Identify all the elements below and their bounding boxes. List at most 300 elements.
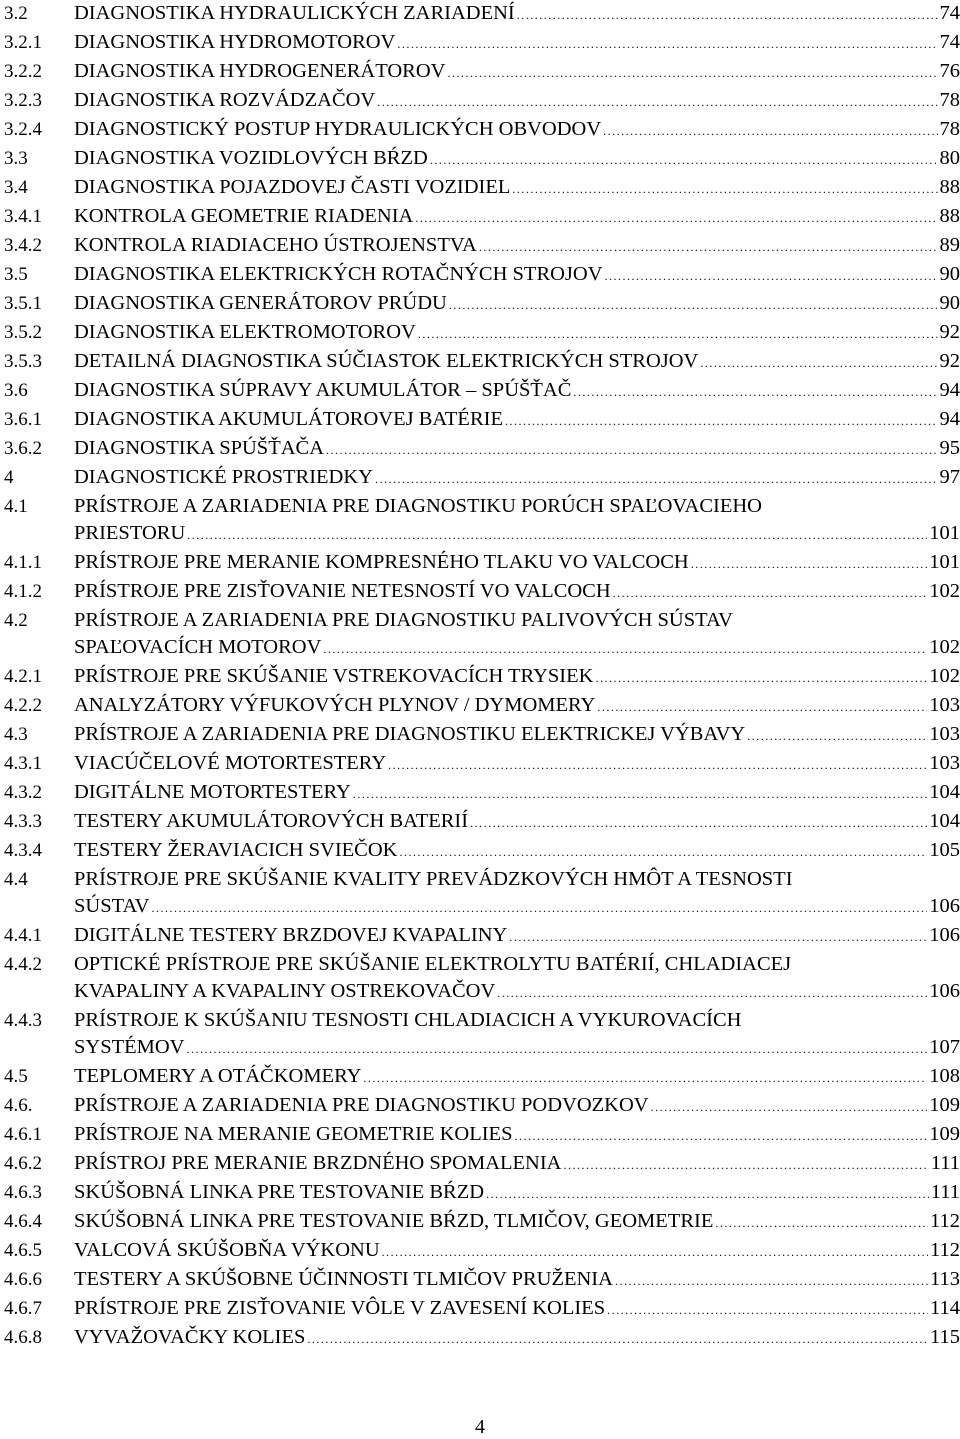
toc-entry-number: 4.1.1	[4, 549, 74, 576]
toc-entry	[4, 1324, 960, 1353]
toc-entry-body	[74, 261, 960, 290]
toc-entry	[4, 779, 960, 808]
toc-entry-page: 90	[938, 261, 960, 288]
toc-entry-body	[74, 721, 960, 750]
toc-entry-page: 103	[927, 692, 960, 719]
toc-entry	[4, 377, 960, 406]
toc-entry-number: 4	[4, 464, 74, 491]
toc-entry-line	[74, 435, 960, 464]
toc-entry-title: PRÍSTROJE A ZARIADENIA PRE DIAGNOSTIKU ELEKTRICKEJ VÝBAVY	[74, 721, 745, 748]
toc-entry-line	[74, 922, 960, 951]
toc-dot-leader	[495, 980, 927, 1007]
toc-entry	[4, 607, 960, 663]
toc-entry-title: PRÍSTROJE NA MERANIE GEOMETRIE KOLIES	[74, 1121, 512, 1148]
toc-entry-page: 74	[938, 0, 960, 27]
toc-entry-page: 102	[927, 663, 960, 690]
toc-entry-line	[74, 232, 960, 261]
toc-entry-body	[74, 1295, 960, 1324]
toc-entry-line	[74, 692, 960, 721]
toc-entry-title: DIAGNOSTIKA ROZVÁDZAČOV	[74, 87, 375, 114]
toc-entry-title: SPAĽOVACÍCH MOTOROV	[74, 634, 321, 661]
toc-entry-line	[74, 1121, 960, 1150]
toc-entry-number: 3.5.3	[4, 348, 74, 375]
toc-entry-number: 4.6.4	[4, 1208, 74, 1235]
toc-entry	[4, 721, 960, 750]
toc-entry-title: KONTROLA RIADIACEHO ÚSTROJENSTVA	[74, 232, 477, 259]
toc-entry	[4, 493, 960, 549]
toc-dot-leader	[649, 1094, 928, 1121]
toc-entry	[4, 1007, 960, 1063]
toc-entry-page: 106	[927, 893, 960, 920]
toc-entry	[4, 290, 960, 319]
toc-entry-title: ANALYZÁTORY VÝFUKOVÝCH PLYNOV / DYMOMERY	[74, 692, 595, 719]
toc-entry-title: PRÍSTROJE A ZARIADENIA PRE DIAGNOSTIKU PODVOZKOV	[74, 1092, 649, 1119]
toc-entry-page: 114	[928, 1295, 960, 1322]
toc-entry-line	[74, 406, 960, 435]
toc-entry-body	[74, 377, 960, 406]
toc-entry-page: 103	[927, 750, 960, 777]
toc-entry-line	[74, 578, 960, 607]
toc-entry	[4, 692, 960, 721]
toc-entry-body	[74, 29, 960, 58]
toc-entry-number: 3.2	[4, 0, 74, 27]
toc-entry-number: 4.3.4	[4, 837, 74, 864]
toc-entry-page: 106	[927, 922, 960, 949]
toc-entry-number: 3.2.2	[4, 58, 74, 85]
toc-entry	[4, 1295, 960, 1324]
toc-entry-body	[74, 203, 960, 232]
toc-entry-page: 92	[938, 319, 960, 346]
toc-entry-body	[74, 837, 960, 866]
toc-entry-title: VIACÚČELOVÉ MOTORTESTERY	[74, 750, 386, 777]
toc-entry-body	[74, 348, 960, 377]
toc-entry-title: TESTERY ŽERAVIACICH SVIEČOK	[74, 837, 397, 864]
toc-dot-leader	[698, 350, 937, 377]
toc-entry	[4, 866, 960, 922]
toc-entry-body	[74, 290, 960, 319]
toc-entry-title-first-line: PRÍSTROJE K SKÚŠANIU TESNOSTI CHLADIACICH A VYKUROVACÍCH	[74, 1007, 960, 1034]
toc-entry-body	[74, 578, 960, 607]
toc-entry-title: DIAGNOSTIKA ELEKTROMOTOROV	[74, 319, 416, 346]
toc-entry-body	[74, 866, 960, 922]
toc-entry	[4, 348, 960, 377]
toc-entry-body	[74, 1063, 960, 1092]
toc-dot-leader	[416, 321, 938, 348]
toc-entry-page: 92	[938, 348, 960, 375]
toc-entry	[4, 1121, 960, 1150]
toc-entry-body	[74, 1007, 960, 1063]
toc-entry-page: 74	[938, 29, 960, 56]
toc-entry-page: 78	[938, 116, 960, 143]
toc-entry-number: 4.3	[4, 721, 74, 748]
toc-entry-number: 3.6.1	[4, 406, 74, 433]
toc-entry-page: 112	[928, 1237, 960, 1264]
toc-dot-leader	[503, 408, 938, 435]
toc-entry-body	[74, 87, 960, 116]
toc-entry-page: 111	[929, 1150, 960, 1177]
toc-entry-number: 4.3.1	[4, 750, 74, 777]
toc-entry-page: 90	[938, 290, 960, 317]
toc-dot-leader	[397, 839, 927, 866]
toc-entry-page: 111	[929, 1179, 960, 1206]
toc-entry-body	[74, 750, 960, 779]
toc-entry-title: DIAGNOSTIKA ELEKTRICKÝCH ROTAČNÝCH STROJOV	[74, 261, 603, 288]
toc-entry-line	[74, 116, 960, 145]
toc-entry-title: DIAGNOSTIKA POJAZDOVEJ ČASTI VOZIDIEL	[74, 174, 510, 201]
toc-entry-body	[74, 1324, 960, 1353]
toc-entry-body	[74, 1208, 960, 1237]
toc-entry-body	[74, 779, 960, 808]
toc-dot-leader	[689, 551, 928, 578]
toc-entry-line	[74, 58, 960, 87]
toc-dot-leader	[613, 1268, 928, 1295]
toc-entry-body	[74, 406, 960, 435]
toc-entry	[4, 1150, 960, 1179]
toc-entry-body	[74, 58, 960, 87]
toc-dot-leader	[445, 60, 937, 87]
toc-dot-leader	[351, 781, 927, 808]
toc-entry-title: DIGITÁLNE TESTERY BRZDOVEJ KVAPALINY	[74, 922, 507, 949]
toc-entry-number: 3.6	[4, 377, 74, 404]
toc-entry	[4, 232, 960, 261]
toc-entry-page: 88	[938, 174, 960, 201]
toc-entry-page: 107	[927, 1034, 960, 1061]
toc-entry	[4, 922, 960, 951]
toc-dot-leader	[603, 263, 938, 290]
toc-entry-page: 109	[927, 1092, 960, 1119]
toc-entry-number: 4.2.1	[4, 663, 74, 690]
toc-entry-line	[74, 377, 960, 406]
page-number: 4	[0, 1416, 960, 1439]
toc-entry-page: 94	[938, 377, 960, 404]
toc-entry-number: 4.6.2	[4, 1150, 74, 1177]
toc-entry-line	[74, 520, 960, 549]
toc-entry-title: VYVAŽOVAČKY KOLIES	[74, 1324, 305, 1351]
toc-entry	[4, 549, 960, 578]
toc-entry	[4, 750, 960, 779]
toc-entry-number: 4.6.3	[4, 1179, 74, 1206]
toc-entry	[4, 1092, 960, 1121]
toc-dot-leader	[562, 1152, 929, 1179]
toc-entry-line	[74, 1266, 960, 1295]
toc-entry-page: 102	[927, 634, 960, 661]
toc-entry-title: PRÍSTROJE PRE ZISŤOVANIE VÔLE V ZAVESENÍ KOLIES	[74, 1295, 605, 1322]
toc-entry-number: 4.4.1	[4, 922, 74, 949]
toc-entry-page: 101	[927, 520, 960, 547]
toc-dot-leader	[571, 379, 937, 406]
toc-entry-page: 95	[938, 435, 960, 462]
toc-entry-line	[74, 634, 960, 663]
toc-entry-body	[74, 549, 960, 578]
toc-entry-number: 3.3	[4, 145, 74, 172]
toc-entry	[4, 435, 960, 464]
toc-entry-line	[74, 779, 960, 808]
toc-entry-page: 101	[927, 549, 960, 576]
toc-dot-leader	[321, 636, 927, 663]
toc-dot-leader	[595, 694, 927, 721]
toc-entry-body	[74, 116, 960, 145]
toc-entry-page: 88	[938, 203, 960, 230]
toc-dot-leader	[185, 1036, 928, 1063]
toc-entry-title: DIAGNOSTIKA SPÚŠŤAČA	[74, 435, 324, 462]
toc-entry-body	[74, 145, 960, 174]
toc-dot-leader	[713, 1210, 928, 1237]
toc-entry-page: 112	[928, 1208, 960, 1235]
toc-entry-line	[74, 549, 960, 578]
toc-entry-title-first-line: PRÍSTROJE A ZARIADENIA PRE DIAGNOSTIKU PORÚCH SPAĽOVACIEHO	[74, 493, 960, 520]
toc-entry	[4, 578, 960, 607]
toc-entry-title: DIAGNOSTIKA GENERÁTOROV PRÚDU	[74, 290, 447, 317]
toc-entry-title: DIAGNOSTICKÉ PROSTRIEDKY	[74, 464, 373, 491]
toc-dot-leader	[428, 147, 938, 174]
toc-entry-title: KONTROLA GEOMETRIE RIADENIA	[74, 203, 413, 230]
toc-entry-body	[74, 1150, 960, 1179]
toc-entry-title-first-line: PRÍSTROJE A ZARIADENIA PRE DIAGNOSTIKU PALIVOVÝCH SÚSTAV	[74, 607, 960, 634]
toc-entry-body	[74, 319, 960, 348]
toc-entry-number: 4.6.5	[4, 1237, 74, 1264]
toc-entry-number: 4.3.2	[4, 779, 74, 806]
toc-dot-leader	[468, 810, 927, 837]
toc-entry	[4, 1063, 960, 1092]
toc-entry	[4, 174, 960, 203]
toc-entry-title: SKÚŠOBNÁ LINKA PRE TESTOVANIE BŔZD, TLMIČOV, GEOMETRIE	[74, 1208, 713, 1235]
toc-entry-line	[74, 1208, 960, 1237]
toc-entry	[4, 319, 960, 348]
toc-entry-title: DIAGNOSTIKA VOZIDLOVÝCH BŔZD	[74, 145, 428, 172]
toc-entry-body	[74, 232, 960, 261]
toc-entry-line	[74, 464, 960, 493]
toc-dot-leader	[375, 89, 937, 116]
toc-entry-page: 104	[927, 808, 960, 835]
toc-entry-title: DIAGNOSTICKÝ POSTUP HYDRAULICKÝCH OBVODOV	[74, 116, 601, 143]
toc-entry-page: 94	[938, 406, 960, 433]
toc-dot-leader	[373, 466, 938, 493]
toc-entry-body	[74, 1179, 960, 1208]
toc-entry-title: DIAGNOSTIKA SÚPRAVY AKUMULÁTOR – SPÚŠŤAČ	[74, 377, 571, 404]
toc-dot-leader	[507, 924, 927, 951]
toc-dot-leader	[515, 2, 938, 29]
toc-entry-number: 3.5	[4, 261, 74, 288]
toc-entry-title-first-line: OPTICKÉ PRÍSTROJE PRE SKÚŠANIE ELEKTROLYTU BATÉRIÍ, CHLADIACEJ	[74, 951, 960, 978]
toc-entry-number: 4.6.6	[4, 1266, 74, 1293]
toc-entry-title: KVAPALINY A KVAPALINY OSTREKOVAČOV	[74, 978, 495, 1005]
toc-dot-leader	[512, 1123, 927, 1150]
toc-entry-body	[74, 464, 960, 493]
toc-dot-leader	[361, 1065, 927, 1092]
toc-entry-line	[74, 1092, 960, 1121]
toc-entry-number: 3.2.4	[4, 116, 74, 143]
toc-entry-title: SKÚŠOBNÁ LINKA PRE TESTOVANIE BŔZD	[74, 1179, 484, 1206]
toc-entry-line	[74, 893, 960, 922]
toc-entry-line	[74, 174, 960, 203]
toc-entry	[4, 464, 960, 493]
toc-entry	[4, 1179, 960, 1208]
toc-dot-leader	[149, 895, 927, 922]
toc-dot-leader	[185, 522, 927, 549]
toc-entry-line	[74, 1179, 960, 1208]
toc-entry-line	[74, 290, 960, 319]
toc-dot-leader	[386, 752, 927, 779]
toc-entry-number: 4.2.2	[4, 692, 74, 719]
toc-entry-page: 104	[927, 779, 960, 806]
toc-entry	[4, 29, 960, 58]
toc-entry-line	[74, 750, 960, 779]
toc-entry-title: VALCOVÁ SKÚŠOBŇA VÝKONU	[74, 1237, 380, 1264]
toc-entry-title: PRÍSTROJE PRE ZISŤOVANIE NETESNOSTÍ VO VALCOCH	[74, 578, 611, 605]
toc-entry-page: 76	[938, 58, 960, 85]
toc-entry-line	[74, 0, 960, 29]
toc-entry-line	[74, 663, 960, 692]
toc-entry-title: DIAGNOSTIKA HYDROMOTOROV	[74, 29, 395, 56]
toc-entry-title: SÚSTAV	[74, 893, 149, 920]
toc-entry	[4, 145, 960, 174]
toc-entry	[4, 0, 960, 29]
toc-dot-leader	[605, 1297, 928, 1324]
toc-dot-leader	[601, 118, 937, 145]
toc-entry-number: 4.2	[4, 607, 74, 634]
toc-entry-body	[74, 607, 960, 663]
toc-entry	[4, 58, 960, 87]
toc-entry-line	[74, 145, 960, 174]
toc-entry-title-first-line: PRÍSTROJE PRE SKÚŠANIE KVALITY PREVÁDZKOVÝCH HMÔT A TESNOSTI	[74, 866, 960, 893]
toc-entry-title: PRIESTORU	[74, 520, 185, 547]
toc-entry-page: 109	[927, 1121, 960, 1148]
toc-entry-body	[74, 1092, 960, 1121]
toc-entry-line	[74, 978, 960, 1007]
toc-entry	[4, 837, 960, 866]
toc-entry-line	[74, 1324, 960, 1353]
toc-entry-page: 105	[927, 837, 960, 864]
toc-entry-page: 78	[938, 87, 960, 114]
toc-entry-page: 106	[927, 978, 960, 1005]
toc-entry-line	[74, 808, 960, 837]
toc-entry-number: 3.5.2	[4, 319, 74, 346]
toc-entry-number: 4.5	[4, 1063, 74, 1090]
toc-dot-leader	[611, 580, 928, 607]
toc-entry-title: PRÍSTROJ PRE MERANIE BRZDNÉHO SPOMALENIA	[74, 1150, 562, 1177]
toc-entry-page: 102	[927, 578, 960, 605]
toc-entry-line	[74, 837, 960, 866]
toc-entry-number: 3.2.1	[4, 29, 74, 56]
toc-entry-body	[74, 808, 960, 837]
toc-dot-leader	[745, 723, 927, 750]
toc-entry-number: 4.1.2	[4, 578, 74, 605]
toc-entry-body	[74, 174, 960, 203]
toc-entry-title: DIGITÁLNE MOTORTESTERY	[74, 779, 351, 806]
toc-entry-title: DIAGNOSTIKA HYDRAULICKÝCH ZARIADENÍ	[74, 0, 515, 27]
toc-entry-title: PRÍSTROJE PRE MERANIE KOMPRESNÉHO TLAKU VO VALCOCH	[74, 549, 689, 576]
toc-entry-body	[74, 435, 960, 464]
toc-entry-number: 4.6.8	[4, 1324, 74, 1351]
toc-entry-body	[74, 692, 960, 721]
toc-dot-leader	[510, 176, 937, 203]
toc-dot-leader	[324, 437, 937, 464]
toc-entry-number: 3.4.1	[4, 203, 74, 230]
toc-entry	[4, 1266, 960, 1295]
toc-entry	[4, 116, 960, 145]
toc-entry-body	[74, 951, 960, 1007]
toc-entry-body	[74, 1266, 960, 1295]
toc-entry-body	[74, 0, 960, 29]
toc-entry-title: TESTERY A SKÚŠOBNE ÚČINNOSTI TLMIČOV PRUŽENIA	[74, 1266, 613, 1293]
toc-entry-line	[74, 721, 960, 750]
toc-entry	[4, 951, 960, 1007]
toc-entry-page: 108	[927, 1063, 960, 1090]
toc-dot-leader	[477, 234, 938, 261]
toc-entry-page: 103	[927, 721, 960, 748]
toc-entry	[4, 808, 960, 837]
toc-entry-title: DIAGNOSTIKA AKUMULÁTOROVEJ BATÉRIE	[74, 406, 503, 433]
toc-entry-line	[74, 87, 960, 116]
toc-entry-number: 4.1	[4, 493, 74, 520]
toc-entry	[4, 663, 960, 692]
toc-entry-line	[74, 261, 960, 290]
toc-entry-number: 3.6.2	[4, 435, 74, 462]
toc-entry-body	[74, 922, 960, 951]
toc-entry-title: TEPLOMERY A OTÁČKOMERY	[74, 1063, 361, 1090]
toc-entry-line	[74, 29, 960, 58]
toc-entry	[4, 87, 960, 116]
toc-dot-leader	[413, 205, 937, 232]
toc-entry-number: 4.3.3	[4, 808, 74, 835]
toc-entry-number: 3.2.3	[4, 87, 74, 114]
toc-entry-number: 4.6.	[4, 1092, 74, 1119]
toc-entry-title: SYSTÉMOV	[74, 1034, 185, 1061]
toc-entry-page: 89	[938, 232, 960, 259]
toc-entry	[4, 1237, 960, 1266]
toc-entry-body	[74, 1237, 960, 1266]
toc-entry-line	[74, 319, 960, 348]
toc-dot-leader	[395, 31, 937, 58]
toc-entry-title: PRÍSTROJE PRE SKÚŠANIE VSTREKOVACÍCH TRYSIEK	[74, 663, 593, 690]
toc-entry-line	[74, 1237, 960, 1266]
toc-entry-number: 4.4.3	[4, 1007, 74, 1034]
toc-entry-number: 3.4	[4, 174, 74, 201]
toc-entry-number: 4.6.1	[4, 1121, 74, 1148]
toc-entry	[4, 1208, 960, 1237]
toc-dot-leader	[593, 665, 927, 692]
toc-entry-line	[74, 1034, 960, 1063]
table-of-contents	[4, 0, 960, 1353]
toc-dot-leader	[484, 1181, 929, 1208]
toc-entry-number: 3.5.1	[4, 290, 74, 317]
toc-entry-line	[74, 1150, 960, 1179]
toc-entry-line	[74, 1063, 960, 1092]
toc-entry-number: 4.4.2	[4, 951, 74, 978]
toc-entry-body	[74, 663, 960, 692]
toc-entry-body	[74, 493, 960, 549]
toc-entry	[4, 203, 960, 232]
toc-entry-page: 113	[928, 1266, 960, 1293]
toc-entry-number: 3.4.2	[4, 232, 74, 259]
toc-dot-leader	[305, 1326, 928, 1353]
toc-entry-line	[74, 1295, 960, 1324]
toc-dot-leader	[447, 292, 938, 319]
toc-entry-body	[74, 1121, 960, 1150]
toc-entry-number: 4.4	[4, 866, 74, 893]
toc-entry	[4, 406, 960, 435]
toc-dot-leader	[380, 1239, 928, 1266]
toc-entry-title: TESTERY AKUMULÁTOROVÝCH BATERIÍ	[74, 808, 468, 835]
toc-entry-line	[74, 348, 960, 377]
toc-entry-line	[74, 203, 960, 232]
toc-entry-number: 4.6.7	[4, 1295, 74, 1322]
toc-entry-title: DETAILNÁ DIAGNOSTIKA SÚČIASTOK ELEKTRICKÝCH STROJOV	[74, 348, 698, 375]
toc-entry	[4, 261, 960, 290]
toc-entry-page: 97	[938, 464, 960, 491]
toc-entry-page: 80	[938, 145, 960, 172]
toc-entry-page: 115	[928, 1324, 960, 1351]
